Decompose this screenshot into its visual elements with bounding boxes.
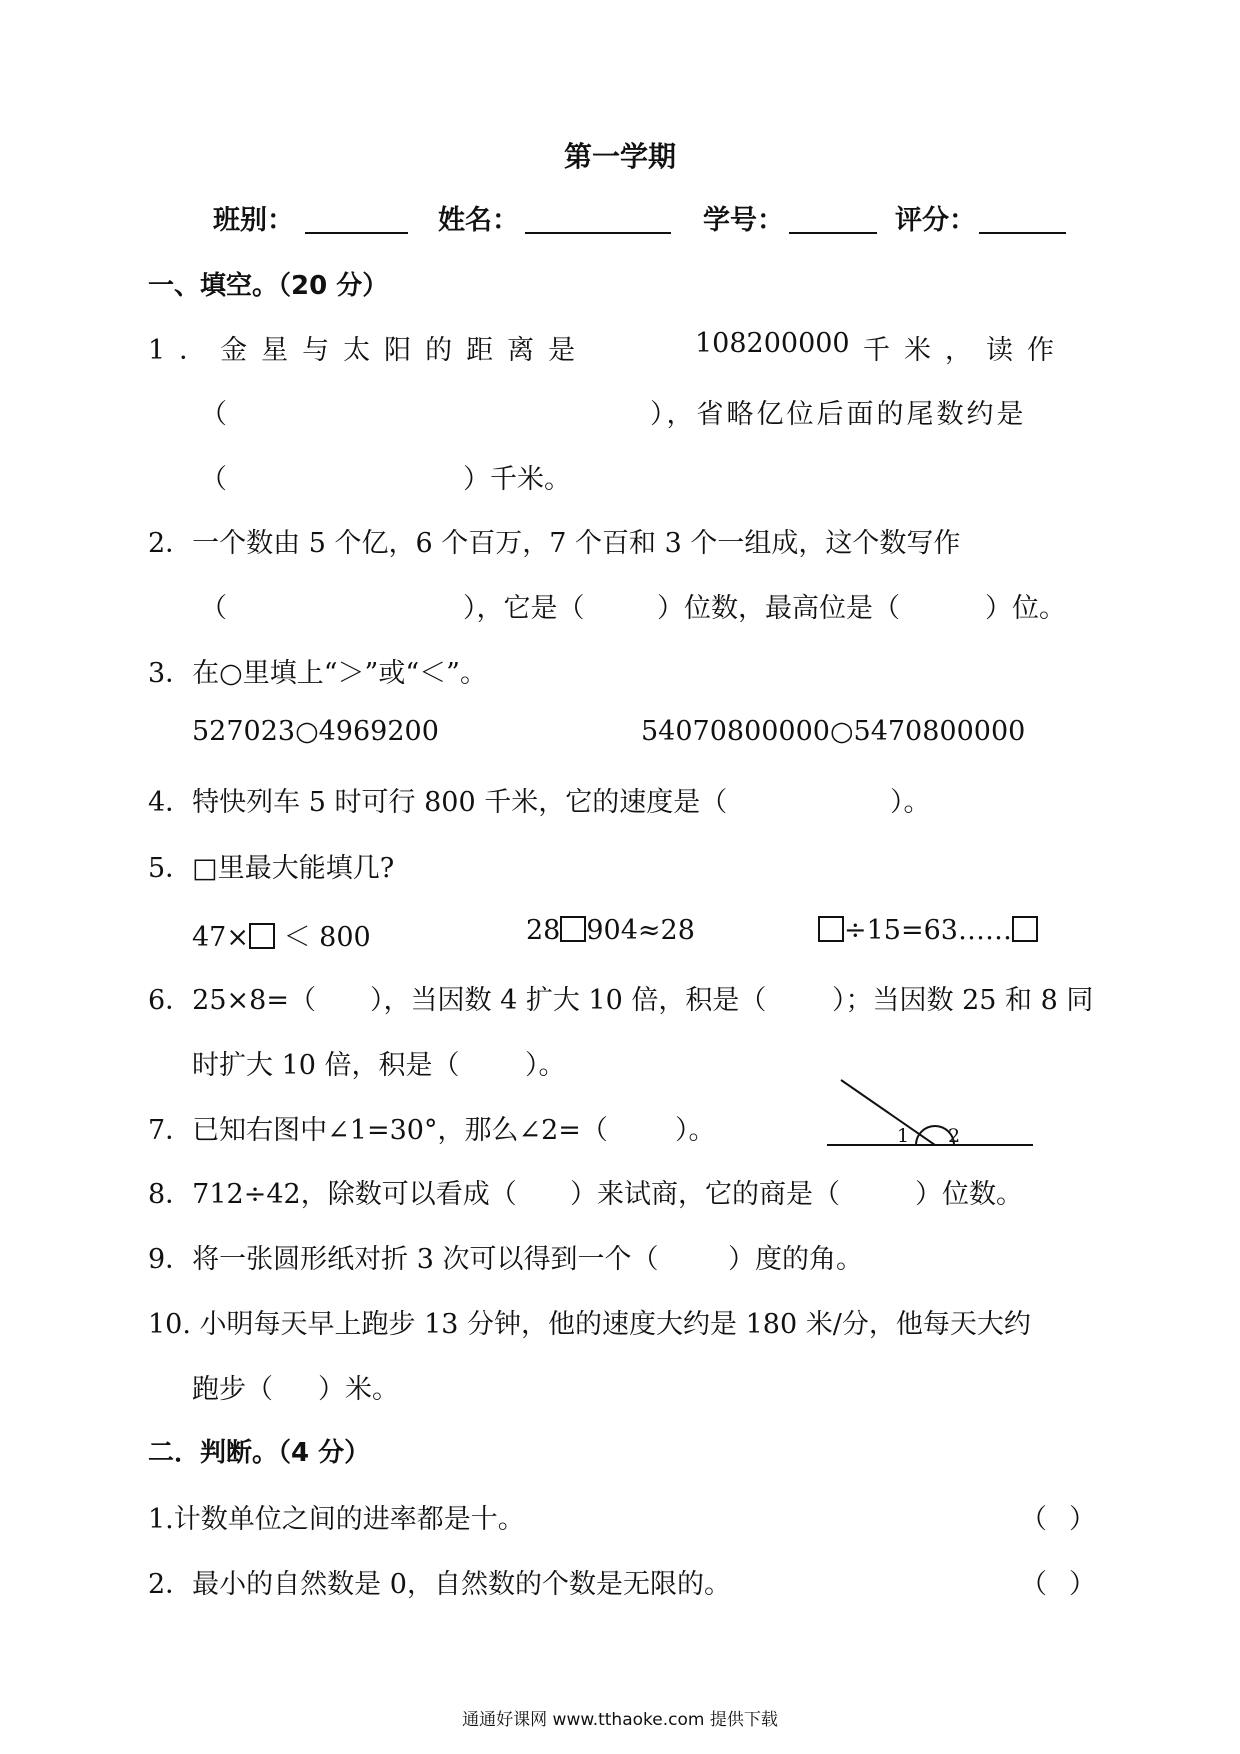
page-title: 第一学期 — [563, 140, 676, 173]
q6-line1-b: ），当因数 4 扩大 10 倍，积是（ — [370, 985, 767, 1016]
angle-diagram — [815, 1070, 1040, 1150]
q1-line1-a: 1．金星与太阳的距离是 — [148, 335, 590, 366]
q4-line-b: ）。 — [890, 787, 931, 818]
q6-line2-b: ）。 — [525, 1050, 566, 1081]
judge-1-open: （ — [1020, 1504, 1047, 1535]
q6-line1-c: ）；当因数 25 和 8 同 — [832, 985, 1094, 1016]
q2-line2-c: ）位数，最高位是（ — [657, 593, 900, 624]
q10-line2-a: 跑步（ — [192, 1374, 273, 1405]
q5-b-pre: 28 — [526, 915, 561, 946]
id-field[interactable] — [789, 232, 877, 234]
q5-c-box1[interactable] — [818, 916, 844, 942]
q5-c-box2[interactable] — [1012, 916, 1038, 942]
q2-line2-d: ）位。 — [985, 593, 1066, 624]
q6-line1-a: 6．25×8=（ — [148, 985, 316, 1016]
section1-heading: 一、填空。（20 分） — [148, 271, 389, 301]
score-label: 评分： — [895, 205, 976, 236]
q1-line2-b: ），省略亿位后面的尾数约是 — [650, 399, 1027, 430]
judge-item-2: 2．最小的自然数是 0，自然数的个数是无限的。 — [148, 1569, 731, 1600]
class-label: 班别： — [213, 205, 294, 236]
q3-right-compare: 54070800000○5470800000 — [641, 716, 1026, 747]
q10-line1: 10. 小明每天早上跑步 13 分钟，他的速度大约是 180 米/分，他每天大约 — [148, 1309, 1031, 1340]
q1-line1-b: 千米，读作 — [863, 335, 1068, 366]
q9-line-b: ）度的角。 — [728, 1244, 863, 1275]
q5-a-post: ＜ 800 — [283, 922, 371, 953]
judge-item-1: 1.计数单位之间的进率都是十。 — [148, 1504, 525, 1535]
judge-1-close: ） — [1069, 1504, 1096, 1535]
score-field[interactable] — [979, 232, 1066, 234]
q1-line3-b: ）千米。 — [463, 464, 571, 495]
q1-distance-value: 108200000 — [695, 328, 850, 359]
section2-heading: 二．判断。（4 分） — [148, 1438, 371, 1468]
q7-line-a: 7．已知右图中∠1=30°，那么∠2=（ — [148, 1115, 608, 1146]
q1-line2-open: （ — [200, 399, 227, 430]
q8-line-b: ）来试商，它的商是（ — [570, 1179, 840, 1210]
q5-b-box[interactable] — [560, 916, 586, 942]
q9-line-a: 9．将一张圆形纸对折 3 次可以得到一个（ — [148, 1244, 659, 1275]
q7-line-b: ）。 — [675, 1115, 716, 1146]
angle-1-label: 1 — [897, 1125, 910, 1147]
name-field[interactable] — [525, 232, 671, 234]
class-field[interactable] — [305, 232, 408, 234]
q2-line2-b: ），它是（ — [463, 593, 585, 624]
judge-1-answer-box[interactable] — [1020, 1497, 1096, 1536]
q5-a-box[interactable] — [249, 923, 275, 949]
q1-line3-open: （ — [200, 464, 227, 495]
q2-line2-open: （ — [200, 593, 227, 624]
judge-2-answer-box[interactable] — [1020, 1562, 1096, 1601]
q3-line1: 3．在○里填上“＞”或“＜”。 — [148, 658, 487, 689]
name-label: 姓名： — [438, 205, 519, 236]
q5-c-mid: ÷15=63…… — [844, 915, 1012, 946]
q5-a-pre: 47× — [192, 922, 249, 953]
q3-left-compare: 527023○4969200 — [192, 716, 439, 747]
q10-line2-b: ）米。 — [318, 1374, 399, 1405]
q5-line1: 5．□里最大能填几? — [148, 853, 395, 884]
q4-line-a: 4．特快列车 5 时可行 800 千米，它的速度是（ — [148, 787, 728, 818]
id-label: 学号： — [703, 205, 784, 236]
q8-line-c: ）位数。 — [915, 1179, 1023, 1210]
judge-2-close: ） — [1069, 1569, 1096, 1600]
angle-ray — [841, 1080, 935, 1145]
q5-b-post: 904≈28 — [586, 915, 695, 946]
footer-credit: 通通好课网 www.tthaoke.com 提供下载 — [462, 1710, 778, 1730]
angle-2-label: 2 — [948, 1125, 961, 1147]
q6-line2-a: 时扩大 10 倍，积是（ — [192, 1050, 460, 1081]
judge-2-open: （ — [1020, 1569, 1047, 1600]
q8-line-a: 8．712÷42，除数可以看成（ — [148, 1179, 517, 1210]
q2-line1: 2．一个数由 5 个亿，6 个百万，7 个百和 3 个一组成，这个数写作 — [148, 528, 961, 559]
